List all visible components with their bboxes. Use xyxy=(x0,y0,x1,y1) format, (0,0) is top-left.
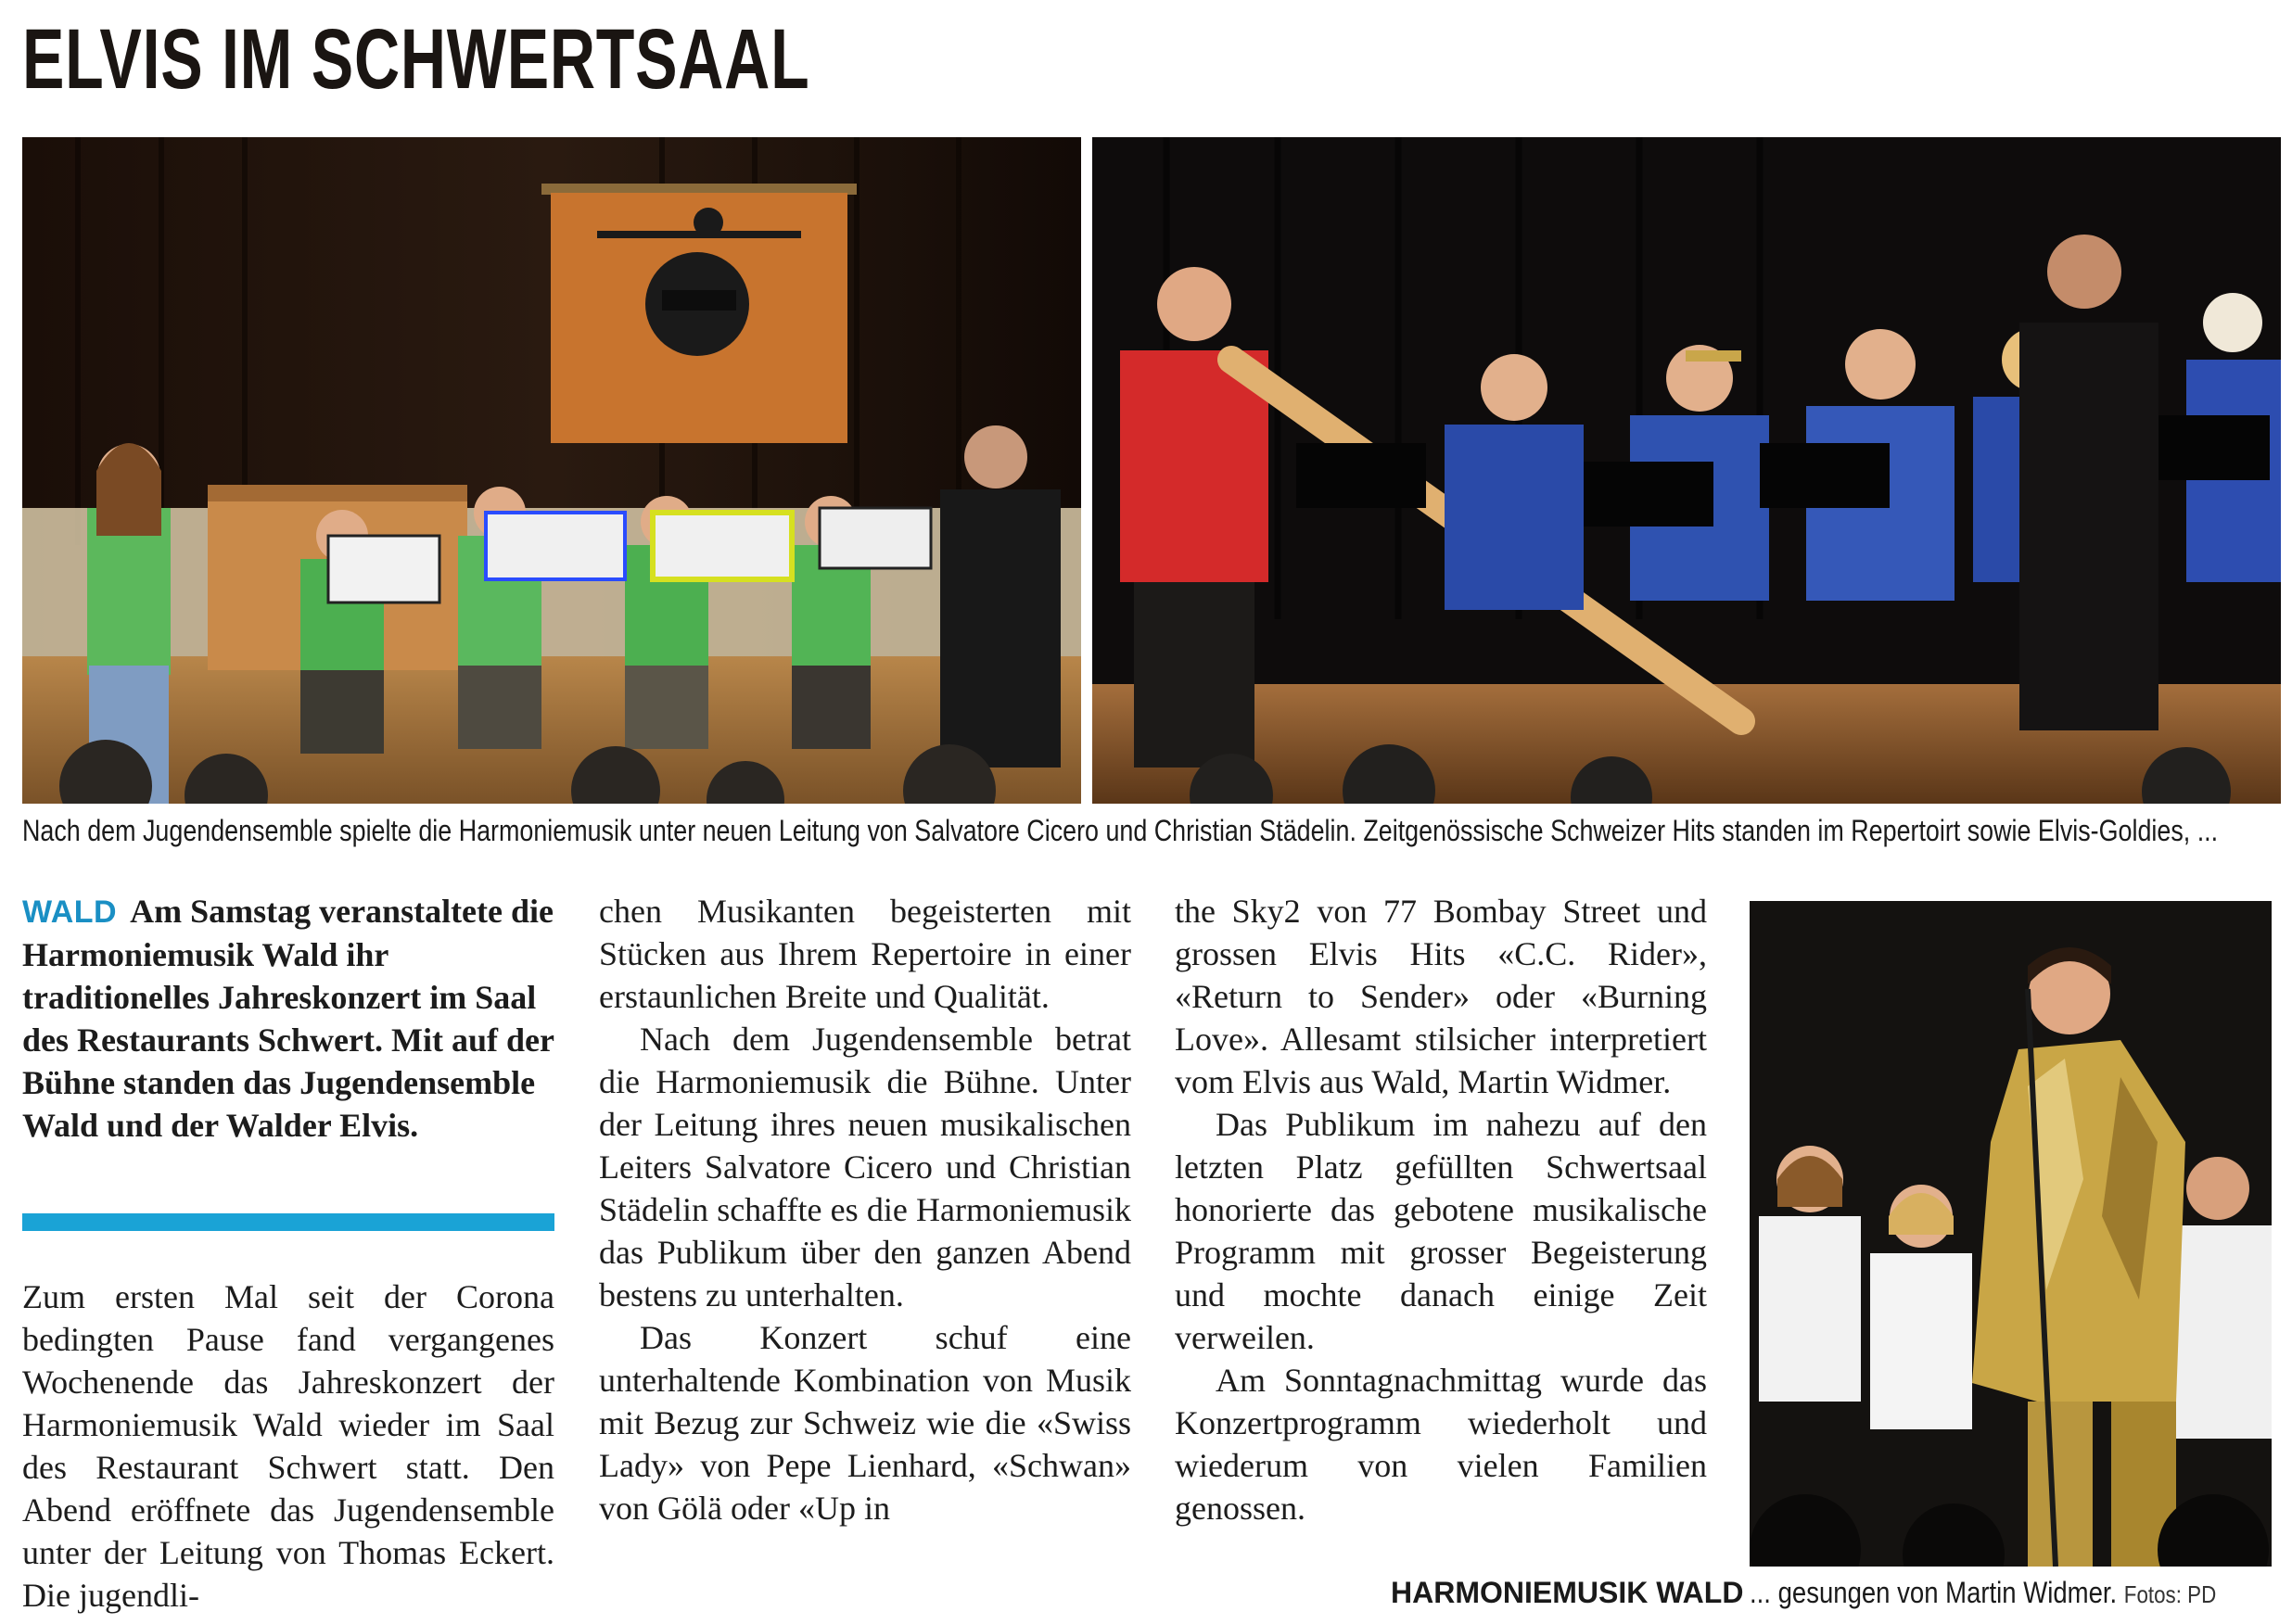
body-paragraph: the Sky2 von 77 Bombay Street und grossen Elvis Hits «C.C. Rider», «Return to Sender» oder «Burning Love». Allesamt stilsicher interpretiert vom Elvis aus Wald, Martin Widmer. xyxy=(1175,893,1707,1100)
author-byline: HARMONIEMUSIK WALD xyxy=(1391,1576,1744,1609)
photo-youth-ensemble xyxy=(22,137,1081,804)
accent-rule xyxy=(22,1213,554,1231)
lead-text: Am Samstag veranstaltete die Harmoniemusik Wald ihr traditionelles Jahreskonzert im Saal des Restaurants Schwert. Mit auf der Bühne standen das Jugendensemble Wald und der Walder Elvis. xyxy=(22,893,554,1144)
body-paragraph: Zum ersten Mal seit der Corona bedingten Pause fand vergangenes Wochenende das Jahreskonzert der Harmoniemusik Wald wieder im Saal des Restaurant Schwert statt. Den Abend eröffnete das Jugendensemble unter der Leitung von Thomas Eckert. Die jugendli- xyxy=(22,1278,554,1614)
photo-caption: Nach dem Jugendensemble spielte die Harmoniemusik unter neuen Leitung von Salvatore Cicero und Christian Städelin. Zeitgenössische Schweizer Hits standen im Repertoirt sowie Elvis-Goldies, ... xyxy=(22,814,2219,847)
article-column-2 xyxy=(599,890,1131,1529)
body-paragraph: Am Sonntagnachmittag wurde das Konzertprogramm wiederholt und wiederum von vielen Familien genossen. xyxy=(1175,1362,1707,1527)
small-caption-text: ... gesungen von Martin Widmer. xyxy=(1750,1576,2118,1609)
body-paragraph: Das Konzert schuf eine unterhaltende Kombination von Musik mit Bezug zur Schweiz wie die «Swiss Lady» von Pepe Lienhard, «Schwan» von Gölä oder «Up in xyxy=(599,1319,1131,1527)
photo-harmoniemusik xyxy=(1092,137,2281,804)
body-paragraph: chen Musikanten begeisterten mit Stücken aus Ihrem Repertoire in einer erstaunlichen Breite und Qualität. xyxy=(599,893,1131,1015)
body-paragraph: Nach dem Jugendensemble betrat die Harmoniemusik die Bühne. Unter der Leitung ihres neuen musikalischen Leiters Salvatore Cicero und Christian Städelin schaffte es die Harmoniemusik das Publikum über den ganzen Abend bestens zu unterhalten. xyxy=(599,1021,1131,1313)
photo-credit: Fotos: PD xyxy=(2123,1580,2217,1608)
article-lead xyxy=(22,890,554,1147)
article-column-1 xyxy=(22,1275,554,1617)
dateline: WALD xyxy=(22,894,118,930)
body-paragraph: Das Publikum im nahezu auf den letzten Platz gefüllten Schwertsaal honorierte das gebotene musikalische Programm mit grosser Begeisterung und mochte danach einige Zeit verweilen. xyxy=(1175,1106,1707,1356)
article-column-3 xyxy=(1175,890,1707,1529)
small-photo-caption xyxy=(1750,1576,2217,1610)
photo-elvis-singer xyxy=(1750,901,2272,1567)
headline: ELVIS IM SCHWERTSAAL xyxy=(22,12,810,107)
